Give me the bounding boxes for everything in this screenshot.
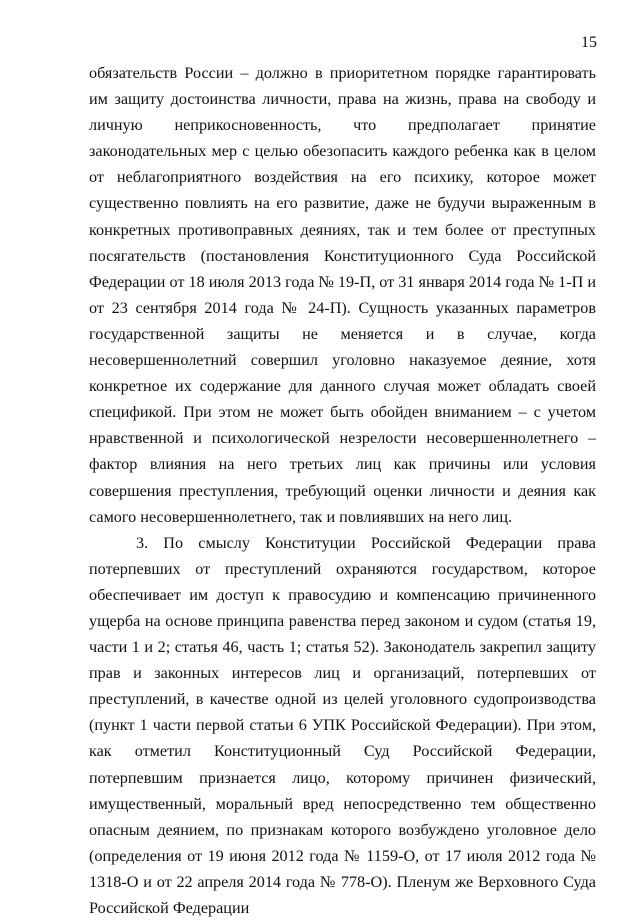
paragraph-section-3: 3. По смыслу Конституции Российской Федерации права потерпевших от преступлений охраняются государством, которое обеспечивает им доступ к правосудию и компенсацию причиненного ущерба на основе принципа равенства перед законом и судом (статья 19, части 1 и 2; статья 46, часть 1; статья 52). Законодатель закрепил защиту прав и законных интересов лиц и организаций, потерпевших от преступлений, в качестве одной из целей уголовного судопроизводства (пункт 1 части первой статьи 6 УПК Российской Федерации). При этом, как отметил Конституционный Суд Российской Федерации, потерпевшим признается лицо, которому причинен физический, имущественный, моральный вред непосредственно тем общественно опасным деянием, по признакам которого возбуждено уголовное дело (определения от 19 июня 2012 года № 1159-О, от 17 июля 2012 года № 1318-О и от 22 апреля 2014 года № 778-О). Пленум же Верховного Суда Российской Федерации (89, 533, 596, 917)
page-number: 15 (581, 34, 597, 51)
document-body (89, 60, 596, 921)
paragraph-continuation: обязательств России – должно в приоритетном порядке гарантировать им защиту достоинства личности, права на жизнь, права на свободу и личную неприкосновенность, что предполагает принятие законодательных мер с целью обезопасить каждого ребенка как в целом от неблагоприятного воздействия на его психику, которое может существенно повлиять на его развитие, даже не будучи выраженным в конкретных противоправных деяниях, так и тем более от преступных посягательств (постановления Конституционного Суда Российской Федерации от 18 июля 2013 года № 19-П, от 31 января 2014 года № 1-П и от 23 сентября 2014 года № 24-П). Сущность указанных параметров государственной защиты не меняется и в случае, когда несовершеннолетний совершил уголовно наказуемое деяние, хотя конкретное их содержание для данного случая может обладать своей спецификой. При этом не может быть обойден вниманием – с учетом нравственной и психологической незрелости несовершеннолетнего – фактор влияния на него третьих лиц как причины или условия совершения преступления, требующий оценки личности и деяния как самого несовершеннолетнего, так и повлиявших на него лиц. (89, 64, 596, 526)
